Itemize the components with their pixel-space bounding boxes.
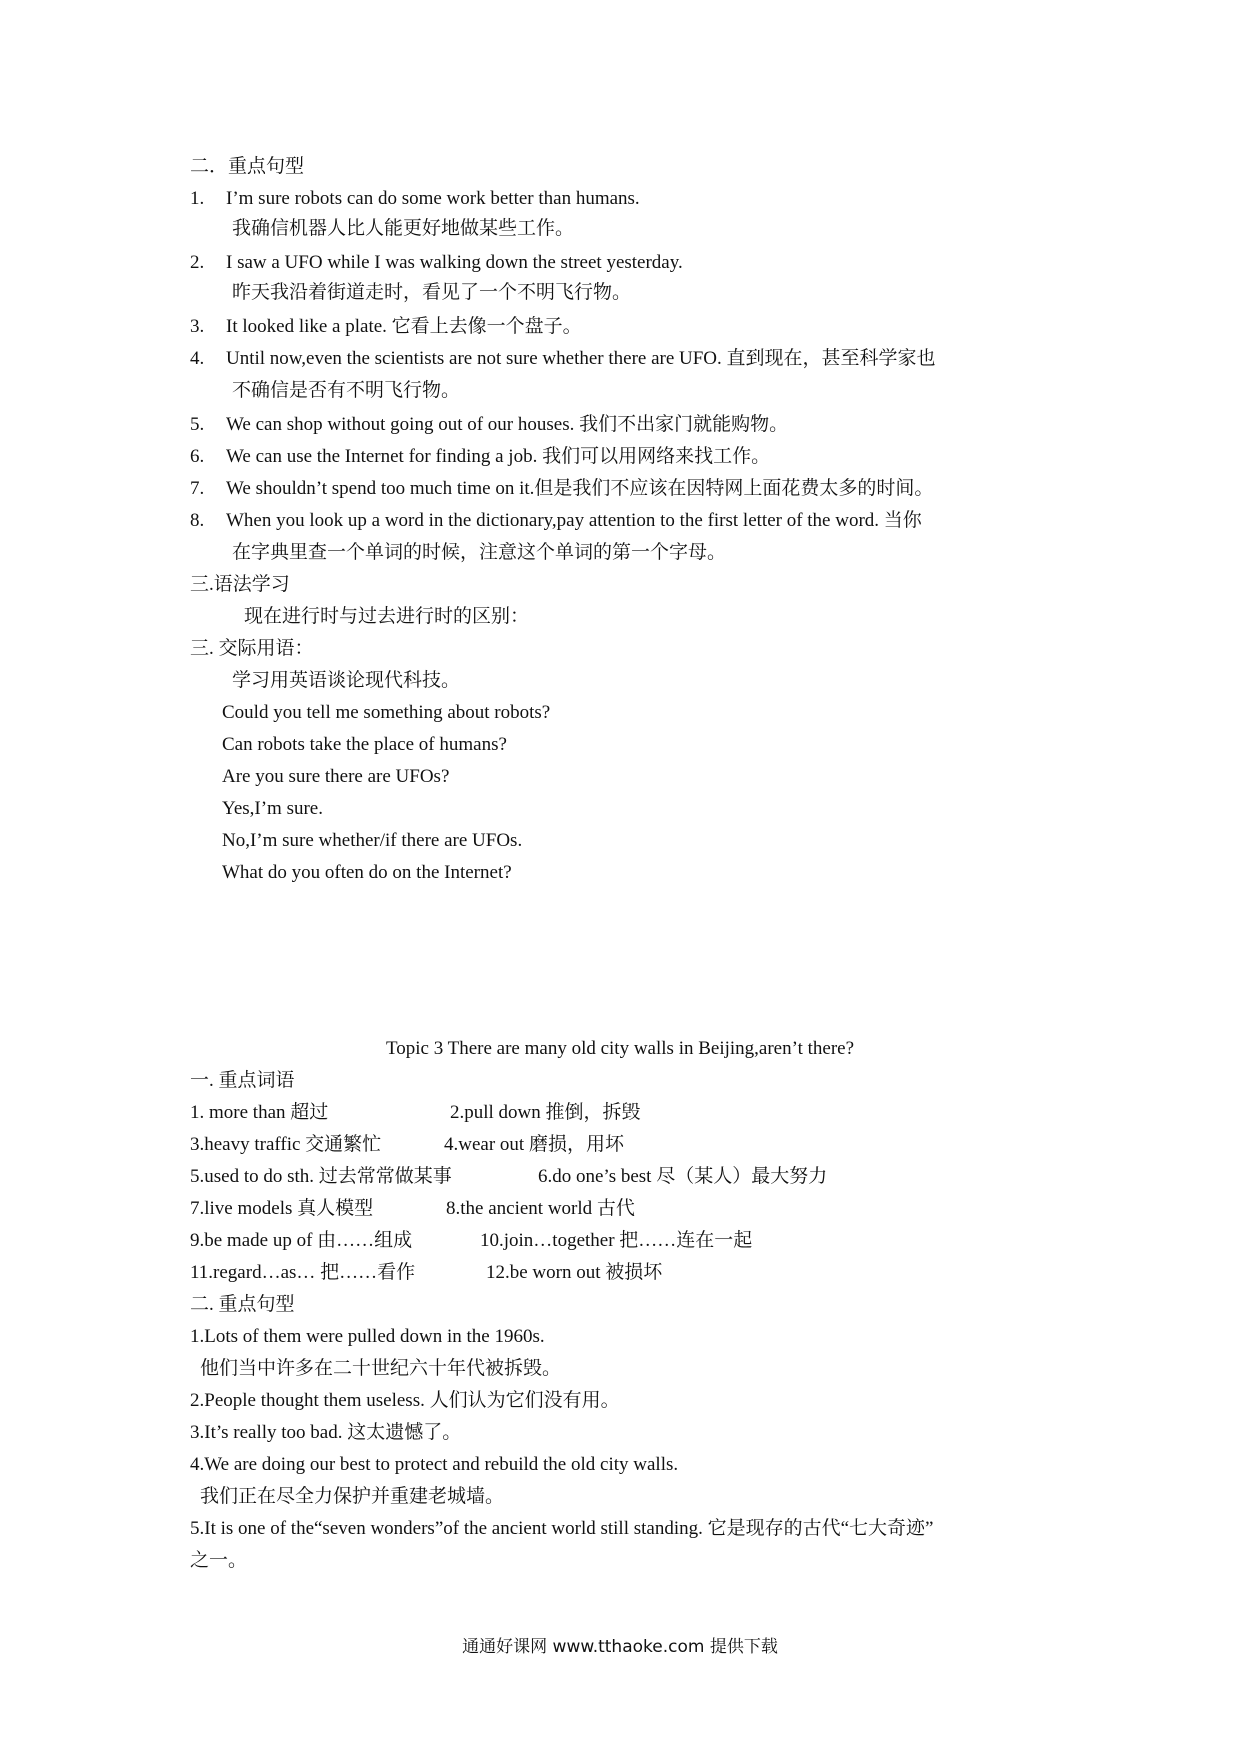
vocab-entry: 5.used to do sth. 过去常常做某事	[190, 1166, 452, 1187]
item-english: When you look up a word in the dictionary,pay attention to the first letter of the word. 当你	[226, 510, 922, 531]
item-number: 5.	[190, 414, 205, 435]
sentence-english: 4.We are doing our best to protect and rebuild the old city walls.	[190, 1454, 679, 1475]
item-english: Until now,even the scientists are not sure whether there are UFO. 直到现在，甚至科学家也	[226, 348, 936, 369]
item-number: 2.	[190, 252, 205, 273]
item-english: I saw a UFO while I was walking down the street yesterday.	[226, 252, 683, 273]
sentence-english: 1.Lots of them were pulled down in the 1960s.	[190, 1326, 545, 1347]
section-heading: 三.语法学习	[190, 574, 290, 595]
dialogue-line: What do you often do on the Internet?	[222, 862, 512, 883]
vocab-entry: 1. more than 超过	[190, 1102, 329, 1123]
item-english: It looked like a plate. 它看上去像一个盘子。	[226, 316, 582, 337]
sentence-english: 3.It’s really too bad. 这太遗憾了。	[190, 1422, 462, 1443]
list-item	[190, 442, 770, 472]
item-english: I’m sure robots can do some work better than humans.	[226, 188, 640, 209]
item-chinese: 昨天我沿着街道走时，看见了一个不明飞行物。	[232, 282, 632, 303]
dialogue-line: Are you sure there are UFOs?	[222, 766, 450, 787]
list-item	[190, 312, 582, 342]
vocab-entry: 12.be worn out 被损坏	[486, 1262, 663, 1283]
vocab-entry: 9.be made up of 由……组成	[190, 1230, 413, 1251]
item-chinese: 在字典里查一个单词的时候，注意这个单词的第一个字母。	[232, 542, 727, 563]
list-item	[190, 474, 933, 504]
item-number: 4.	[190, 348, 205, 369]
sentence-english: 2.People thought them useless. 人们认为它们没有用。	[190, 1390, 620, 1411]
list-item	[190, 248, 683, 278]
vocab-entry: 10.join…together 把……连在一起	[480, 1230, 753, 1251]
list-item	[190, 506, 922, 536]
list-item	[190, 344, 936, 374]
dialogue-line: Can robots take the place of humans?	[222, 734, 507, 755]
footer-text: 通通好课网 www.tthaoke.com 提供下载	[462, 1637, 778, 1657]
vocab-entry: 7.live models 真人模型	[190, 1198, 374, 1219]
item-english: We can use the Internet for finding a job. 我们可以用网络来找工作。	[226, 446, 771, 467]
vocab-entry: 3.heavy traffic 交通繁忙	[190, 1134, 382, 1155]
dialogue-line: Yes,I’m sure.	[222, 798, 323, 819]
list-item	[190, 184, 640, 214]
section-intro: 学习用英语谈论现代科技。	[232, 670, 461, 691]
section-heading: 二. 重点句型	[190, 1294, 295, 1315]
topic-title: Topic 3 There are many old city walls in Beijing,aren’t there?	[385, 1038, 855, 1059]
sentence-chinese: 我们正在尽全力保护并重建老城墙。	[200, 1486, 505, 1507]
section-heading: 三. 交际用语：	[190, 638, 314, 659]
item-chinese: 我确信机器人比人能更好地做某些工作。	[232, 218, 575, 239]
vocab-entry: 4.wear out 磨损，用坏	[444, 1134, 624, 1155]
vocab-entry: 8.the ancient world 古代	[446, 1198, 635, 1219]
section-heading: 二．重点句型	[190, 156, 305, 177]
item-number: 1.	[190, 188, 205, 209]
vocab-entry: 11.regard…as… 把……看作	[190, 1262, 416, 1283]
sentence-chinese: 之一。	[190, 1550, 248, 1571]
item-number: 6.	[190, 446, 205, 467]
sentence-english: 5.It is one of the“seven wonders”of the ancient world still standing. 它是现存的古代“七大奇迹”	[190, 1518, 934, 1539]
item-english: We shouldn’t spend too much time on it.但是我们不应该在因特网上面花费太多的时间。	[226, 478, 934, 499]
list-item	[190, 410, 788, 440]
dialogue-line: No,I’m sure whether/if there are UFOs.	[222, 830, 523, 851]
item-number: 8.	[190, 510, 205, 531]
section-text: 现在进行时与过去进行时的区别：	[244, 606, 530, 627]
item-chinese: 不确信是否有不明飞行物。	[232, 380, 461, 401]
vocab-entry: 2.pull down 推倒，拆毁	[450, 1102, 641, 1123]
item-english: We can shop without going out of our houses. 我们不出家门就能购物。	[226, 414, 789, 435]
item-number: 3.	[190, 316, 205, 337]
sentence-chinese: 他们当中许多在二十世纪六十年代被拆毁。	[200, 1358, 562, 1379]
item-number: 7.	[190, 478, 205, 499]
dialogue-line: Could you tell me something about robots?	[222, 702, 551, 723]
section-heading: 一. 重点词语	[190, 1070, 295, 1091]
vocab-entry: 6.do one’s best 尽（某人）最大努力	[538, 1166, 828, 1187]
